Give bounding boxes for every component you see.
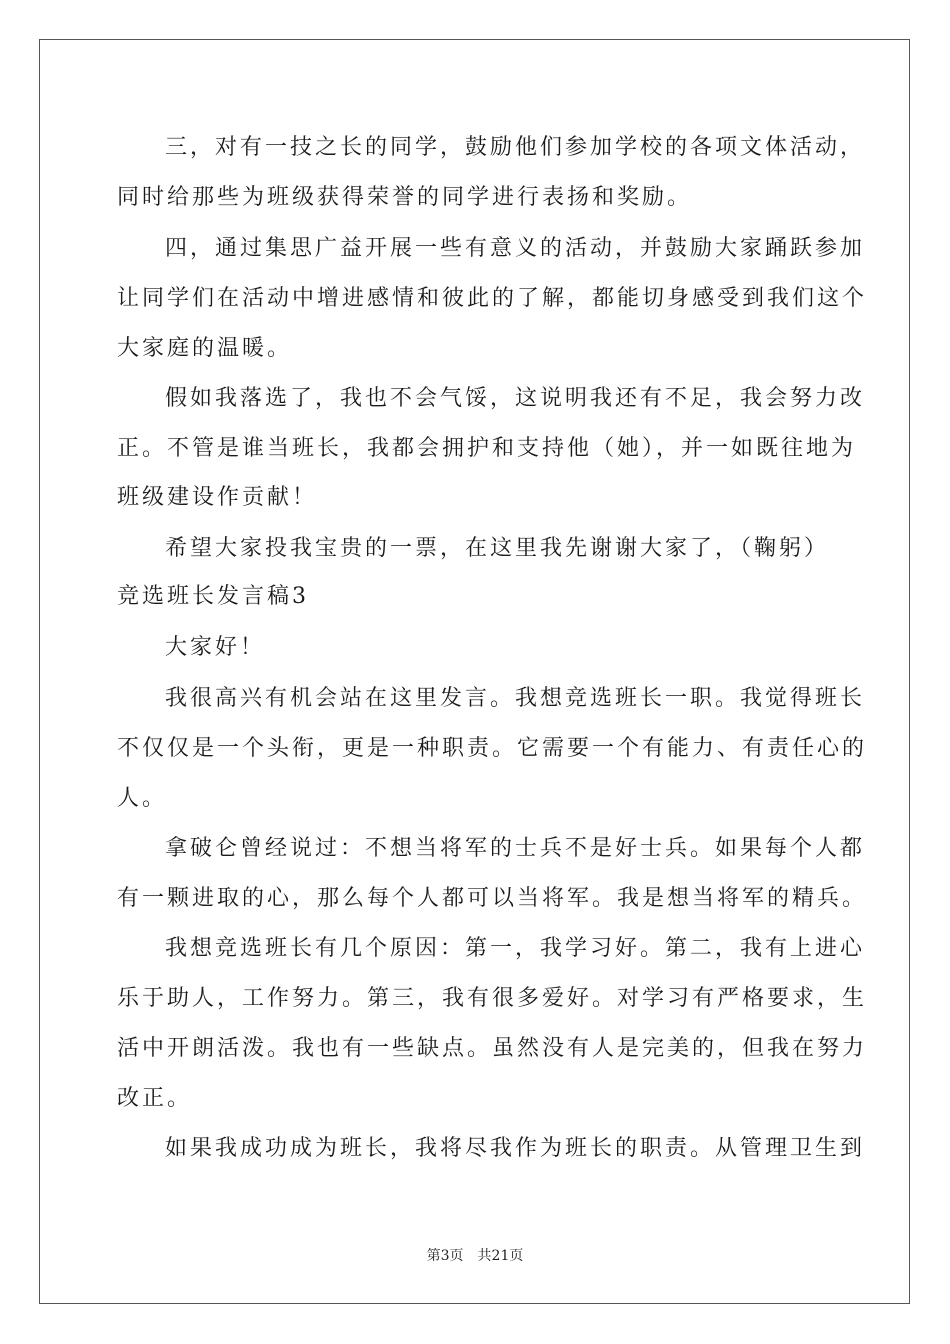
text-line: 人。 bbox=[117, 786, 168, 811]
text-line: 让同学们在活动中增进感情和彼此的了解，都能切身感受到我们这个 bbox=[117, 286, 868, 311]
page-number: 第3页 bbox=[426, 1248, 464, 1264]
text-line: 乐于助人，工作努力。第三，我有很多爱好。对学习有严格要求，生 bbox=[117, 986, 868, 1011]
page-border bbox=[39, 39, 910, 1304]
text-line: 如果我成功成为班长，我将尽我作为班长的职责。从管理卫生到 bbox=[165, 1136, 866, 1161]
page-footer bbox=[0, 1246, 950, 1266]
text-line: 正。不管是谁当班长，我都会拥护和支持他（她），并一如既往地为 bbox=[117, 436, 857, 461]
text-line: 四，通过集思广益开展一些有意义的活动，并鼓励大家踊跃参加 bbox=[165, 236, 866, 261]
section-heading: 竞选班长发言稿3 bbox=[117, 584, 309, 609]
text-line: 大家好！ bbox=[165, 635, 266, 660]
text-line: 同时给那些为班级获得荣誉的同学进行表扬和奖励。 bbox=[117, 185, 693, 210]
text-line: 活中开朗活泼。我也有一些缺点。虽然没有人是完美的，但我在努力 bbox=[117, 1036, 868, 1061]
text-line: 班级建设作贡献！ bbox=[117, 485, 318, 510]
text-line: 拿破仑曾经说过：不想当将军的士兵不是好士兵。如果每个人都 bbox=[165, 836, 866, 861]
text-line: 假如我落选了，我也不会气馁，这说明我还有不足，我会努力改 bbox=[165, 386, 866, 411]
text-line: 有一颗进取的心，那么每个人都可以当将军。我是想当将军的精兵。 bbox=[117, 886, 868, 911]
page-total: 共21页 bbox=[477, 1248, 524, 1264]
text-line: 不仅仅是一个头衔，更是一种职责。它需要一个有能力、有责任心的 bbox=[117, 736, 868, 761]
text-line: 我很高兴有机会站在这里发言。我想竞选班长一职。我觉得班长 bbox=[165, 686, 866, 711]
text-line: 大家庭的温暖。 bbox=[117, 336, 293, 361]
text-line: 三，对有一技之长的同学，鼓励他们参加学校的各项文体活动， bbox=[165, 135, 866, 160]
text-line: 改正。 bbox=[117, 1086, 193, 1111]
text-line: 我想竞选班长有几个原因：第一，我学习好。第二，我有上进心 bbox=[165, 936, 866, 961]
text-line: 希望大家投我宝贵的一票，在这里我先谢谢大家了，（鞠躬） bbox=[165, 536, 830, 561]
